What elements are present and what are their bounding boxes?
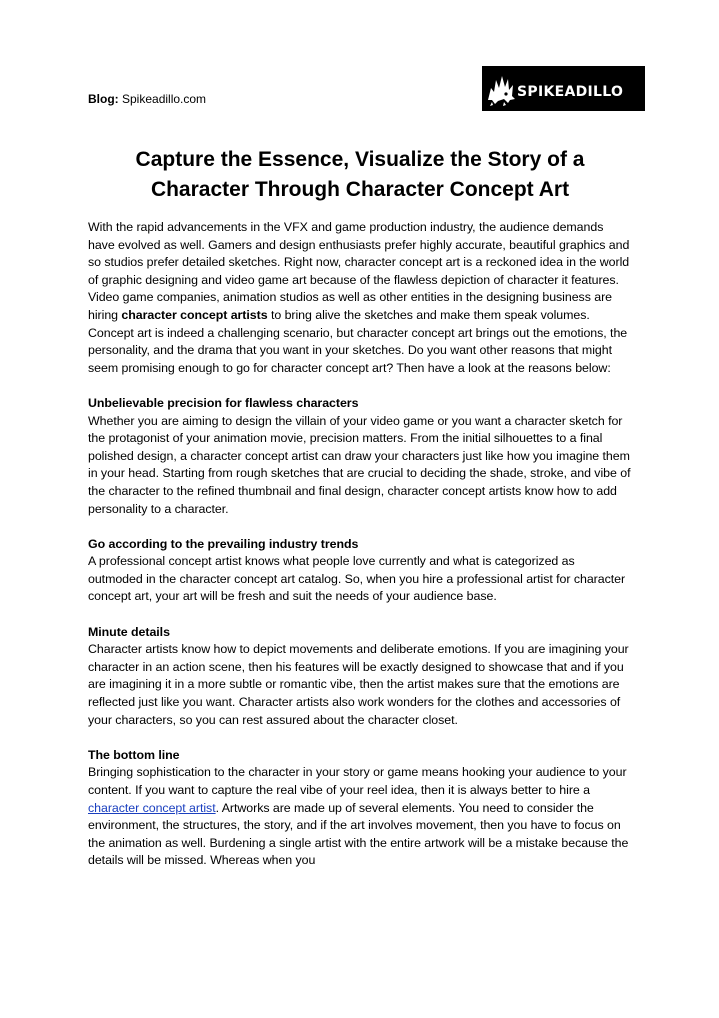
section-text-trends: A professional concept artist knows what people love currently and what is categorized as outmoded in the character concept art catalog. So, when you hire a professional artist for character concept art, your art will be fresh and suit the needs of your audience base. <box>88 554 626 604</box>
section-text-bottom-line <box>88 764 632 870</box>
section-heading-precision: Unbelievable precision for flawless characters <box>88 395 359 410</box>
section-heading-details: Minute details <box>88 624 170 639</box>
intro-p2-text: Video game companies, animation studios as well as other entities in the designing business are hiring <box>88 290 613 322</box>
spacer <box>88 606 632 624</box>
spikeadillo-logo <box>482 66 645 111</box>
spacer <box>88 518 632 536</box>
section-heading-trends: Go according to the prevailing industry trends <box>88 536 359 551</box>
intro-bold-phrase: character concept artists <box>121 307 268 322</box>
logo-wordmark: SPIKEADILLO <box>517 84 624 100</box>
blog-credit <box>88 92 206 106</box>
title-line-2: Character Through Character Concept Art <box>150 178 570 201</box>
spacer <box>88 729 632 747</box>
title-line-1: Capture the Essence, Visualize the Story of a <box>135 148 585 171</box>
section-text-precision: Whether you are aiming to design the villain of your video game or you want a character sketch for the protagonist of your animation movie, precision matters. From the initial silhouettes to a final polished design, a character concept artist can draw your characters just like how you imagine them in your head. Starting from rough sketches that are crucial to deciding the shade, stroke, and vibe of the character to the refined thumbnail and final design, character concept artists know how to add personality to a character. <box>88 413 631 516</box>
intro-paragraph-2 <box>88 289 632 377</box>
intro-p2-text-end: to bring alive the sketches and make them speak volumes. Concept art is indeed a challenging scenario, but character concept art brings out the emotions, the personality, and the drama that you want in your sketches. Do you want other reasons that might seem promising enough to go for character concept art? Then have a look at the reasons below: <box>88 307 628 375</box>
bottom-text-end: . Artworks are made up of several elements. You need to consider the environment, the structures, the story, and if the art involves movement, then you have to focus on the animation as well. Burdening a single artist with the entire artwork will be a mistake because the details will be missed. Whereas when you <box>88 800 629 868</box>
blog-value: Spikeadillo.com <box>122 92 207 106</box>
section-text-details: Character artists know how to depict movements and deliberate emotions. If you are imagining your character in an action scene, then his features will be exactly designed to showcase that and if you are imagining it in a more subtle or romantic vibe, then the artist makes sure that the emotions are reflected just like you want. Character artists also work wonders for the clothes and accessories of your characters, so you can rest assured about the character closet. <box>88 642 629 727</box>
blog-label: Blog: <box>88 92 119 106</box>
bottom-text-start: Bringing sophistication to the character in your story or game means hooking your audience to your content. If you want to capture the real vibe of your reel idea, then it is always better to hire a <box>88 765 627 797</box>
article-body <box>88 219 632 870</box>
intro-paragraph-1: With the rapid advancements in the VFX and game production industry, the audience demands have evolved as well. Gamers and design enthusiasts prefer highly accurate, beautiful graphics and so studios prefer detailed sketches. Right now, character concept art is a reckoned idea in the world of graphic designing and video game art because of the flawless depiction of character it features. <box>88 220 630 287</box>
character-concept-artist-link[interactable]: character concept artist <box>88 800 216 815</box>
page-title <box>88 145 632 205</box>
spacer <box>88 377 632 395</box>
section-heading-bottom-line: The bottom line <box>88 747 180 762</box>
